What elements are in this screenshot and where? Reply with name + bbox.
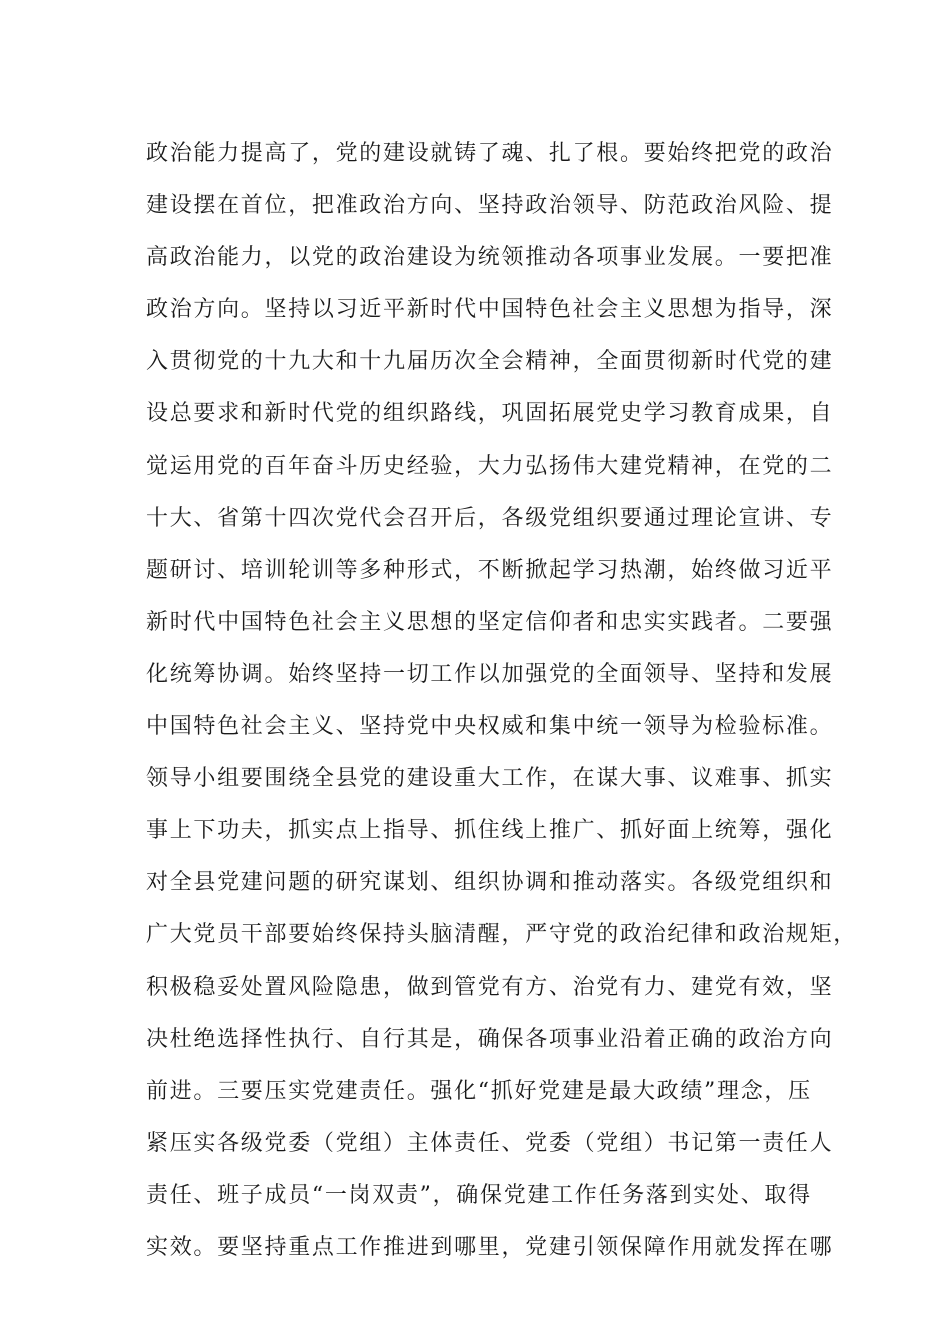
text-line: 十大、省第十四次党代会召开后，各级党组织要通过理论宣讲、专 — [146, 505, 834, 531]
text-line: 题研讨、培训轮训等多种形式，不断掀起学习热潮，始终做习近平 — [146, 557, 834, 583]
text-line: 设总要求和新时代党的组织路线，巩固拓展党史学习教育成果，自 — [146, 401, 834, 427]
text-line: 决杜绝选择性执行、自行其是，确保各项事业沿着正确的政治方向 — [146, 1026, 834, 1052]
text-line: 中国特色社会主义、坚持党中央权威和集中统一领导为检验标准。 — [146, 714, 834, 740]
text-line: 责任、班子成员“一岗双责”，确保党建工作任务落到实处、取得 — [146, 1182, 812, 1208]
text-line: 广大党员干部要始终保持头脑清醒，严守党的政治纪律和政治规矩， — [146, 922, 858, 948]
text-line: 化统筹协调。始终坚持一切工作以加强党的全面领导、坚持和发展 — [146, 661, 834, 687]
text-line: 建设摆在首位，把准政治方向、坚持政治领导、防范政治风险、提 — [146, 193, 834, 219]
text-line: 领导小组要围绕全县党的建设重大工作，在谋大事、议难事、抓实 — [146, 766, 834, 792]
text-line: 事上下功夫，抓实点上指导、抓住线上推广、抓好面上统筹，强化 — [146, 818, 834, 844]
text-line: 觉运用党的百年奋斗历史经验，大力弘扬伟大建党精神，在党的二 — [146, 453, 834, 479]
text-line: 新时代中国特色社会主义思想的坚定信仰者和忠实实践者。二要强 — [146, 609, 834, 635]
text-line: 前进。三要压实党建责任。强化“抓好党建是最大政绩”理念，压 — [146, 1078, 812, 1104]
body-text — [146, 128, 858, 1274]
text-line: 高政治能力，以党的政治建设为统领推动各项事业发展。一要把准 — [146, 245, 834, 271]
text-line: 政治方向。坚持以习近平新时代中国特色社会主义思想为指导，深 — [146, 297, 834, 323]
text-line: 积极稳妥处置风险隐患，做到管党有方、治党有力、建党有效，坚 — [146, 974, 834, 1000]
text-line: 入贯彻党的十九大和十九届历次全会精神，全面贯彻新时代党的建 — [146, 349, 834, 375]
text-line: 紧压实各级党委（党组）主体责任、党委（党组）书记第一责任人 — [146, 1130, 834, 1156]
text-line: 对全县党建问题的研究谋划、组织协调和推动落实。各级党组织和 — [146, 870, 834, 896]
text-line: 实效。要坚持重点工作推进到哪里，党建引领保障作用就发挥在哪 — [146, 1234, 834, 1260]
text-line: 政治能力提高了，党的建设就铸了魂、扎了根。要始终把党的政治 — [146, 141, 834, 166]
